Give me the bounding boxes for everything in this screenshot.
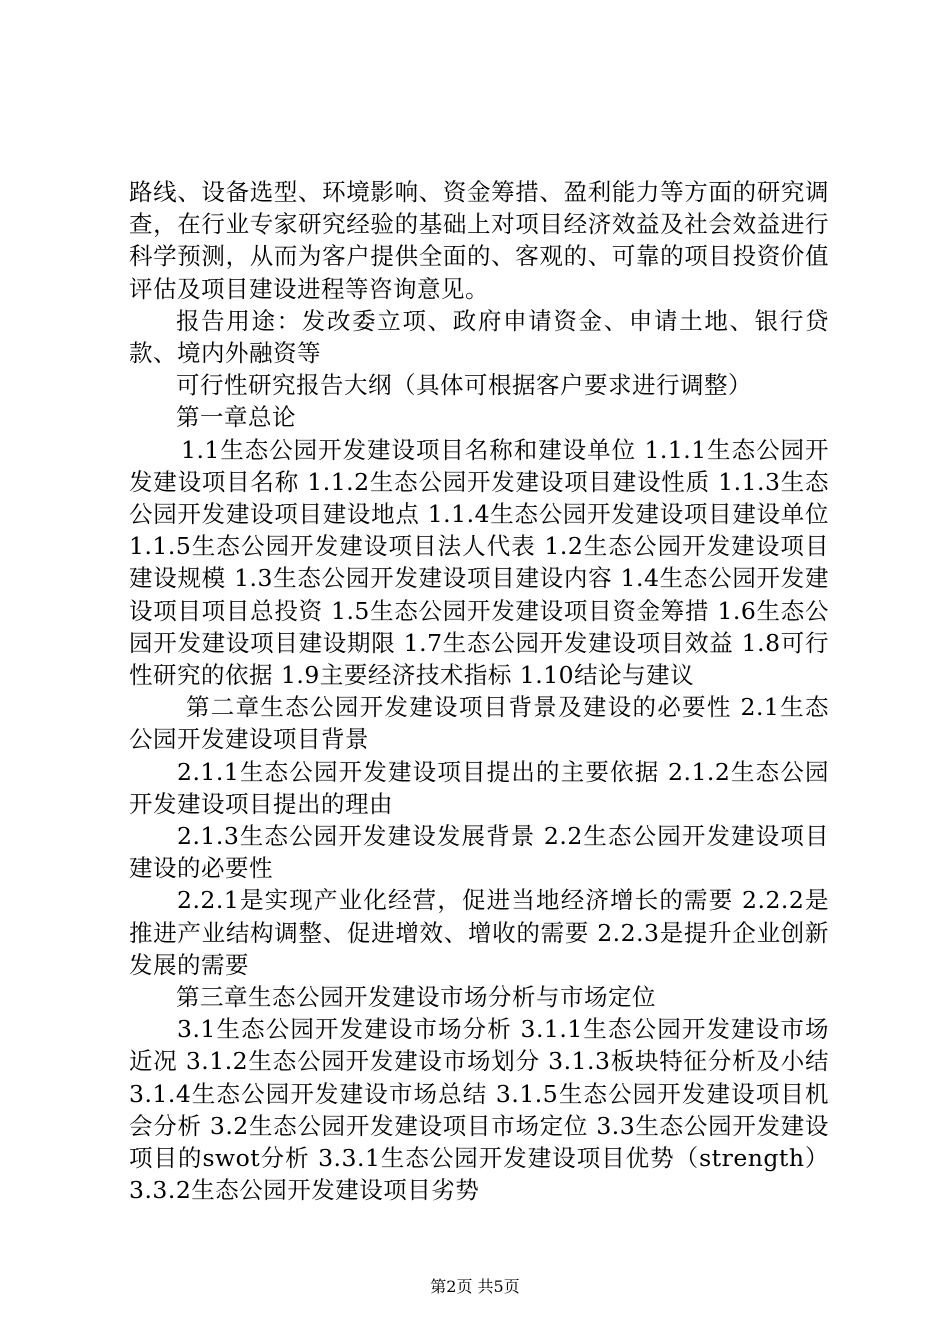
chapter-1-contents: 1.1生态公园开发建设项目名称和建设单位 1.1.1生态公园开发建设项目名称 1.1.2生态公园开发建设项目建设性质 1.1.3生态公园开发建设项目建设地点 1.1.4生态公园开发建设项目建设单位 1.1.5生态公园开发建设项目法人代表 1.2生态公园开发建设项目建设规模 1.3生态公园开发建设项目建设内容 1.4生态公园开发建设项目项目总投资 1.5生态公园开发建设项目资金筹措 1.6生态公园开发建设项目建设期限 1.7生态公园开发建设项目效益 1.8可行性研究的依据 1.9主要经济技术指标 1.10结论与建议 [129,435,829,690]
chapter-2-section-2-1-1: 2.1.1生态公园开发建设项目提出的主要依据 2.1.2生态公园开发建设项目提出的理由 [129,757,829,818]
page-number-footer: 第2页 共5页 [430,1277,520,1296]
chapter-3-contents: 3.1生态公园开发建设市场分析 3.1.1生态公园开发建设市场近况 3.1.2生态公园开发建设市场划分 3.1.3板块特征分析及小结 3.1.4生态公园开发建设市场总结 3.1.5生态公园开发建设项目机会分析 3.2生态公园开发建设项目市场定位 3.3生态公园开发建设项目的swot分析 3.3.1生态公园开发建设项目优势（strength） 3.3.2生态公园开发建设项目劣势 [129,1015,829,1205]
chapter-1-heading: 第一章总论 [176,403,296,432]
chapter-3-heading: 第三章生态公园开发建设市场分析与市场定位 [176,983,656,1012]
paragraph-report-usage: 报告用途：发改委立项、政府申请资金、申请土地、银行贷款、境内外融资等 [129,306,829,368]
document-body [129,176,829,1207]
chapter-2-heading: 第二章生态公园开发建设项目背景及建设的必要性 2.1生态公园开发建设项目背景 [129,693,829,754]
chapter-2-section-2-2-1: 2.2.1是实现产业化经营，促进当地经济增长的需要 2.2.2是推进产业结构调整、促进增效、增收的需要 2.2.3是提升企业创新发展的需要 [129,886,829,979]
paragraph-outline-title: 可行性研究报告大纲（具体可根据客户要求进行调整） [176,371,752,400]
paragraph-research-scope: 路线、设备选型、环境影响、资金筹措、盈利能力等方面的研究调查，在行业专家研究经验的基础上对项目经济效益及社会效益进行科学预测，从而为客户提供全面的、客观的、可靠的项目投资价值评估及项目建设进程等咨询意见。 [129,178,829,303]
chapter-2-section-2-1-3: 2.1.3生态公园开发建设发展背景 2.2生态公园开发建设项目建设的必要性 [129,822,829,883]
